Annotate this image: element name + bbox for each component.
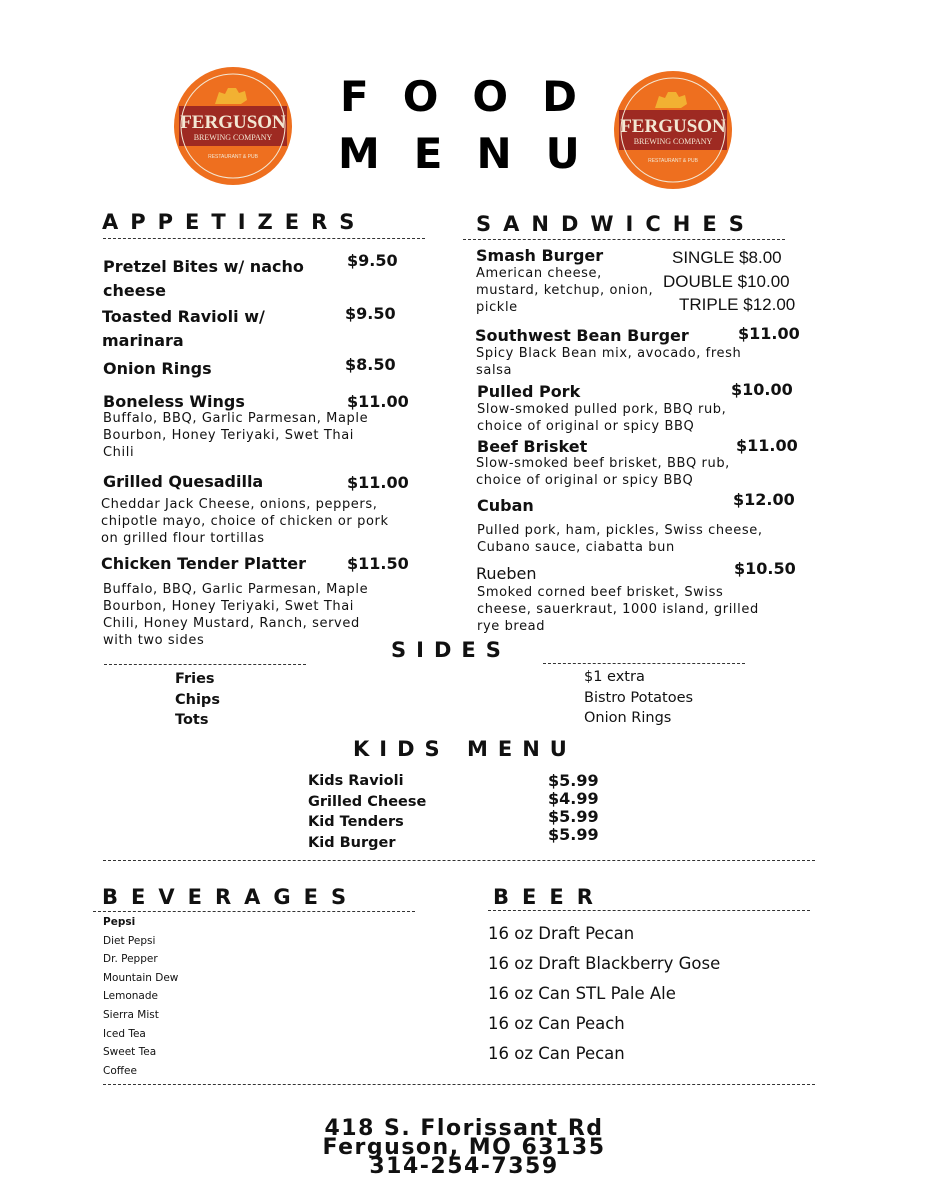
beverage-item: Iced Tea [103, 1027, 146, 1040]
beverages-list [103, 913, 178, 1080]
beverage-item: Diet Pepsi [103, 934, 156, 947]
kids-prices [548, 772, 599, 844]
ferguson-logo-right [613, 70, 733, 190]
sides-list [175, 669, 220, 731]
title-food: FOOD [340, 72, 611, 121]
beverages-heading: BEVERAGES [102, 885, 360, 909]
ferguson-logo-left [173, 66, 293, 186]
sandwich-price-single: SINGLE $8.00 [672, 248, 782, 267]
sandwich-price-triple: TRIPLE $12.00 [679, 295, 796, 314]
beer-item: 16 oz Can Pecan [488, 1044, 625, 1063]
logo-tag: RESTAURANT & PUB [208, 154, 258, 160]
side-item: Fries [175, 671, 215, 687]
beverage-item: Coffee [103, 1064, 137, 1077]
appetizer-name: Grilled Quesadilla [103, 472, 264, 491]
sandwich-name: Rueben [476, 564, 537, 583]
sandwich-name: Smash Burger [476, 246, 604, 265]
section-divider-bottom [103, 1084, 815, 1085]
sandwiches-heading: SANDWICHES [476, 212, 756, 236]
sandwich-price-double: DOUBLE $10.00 [663, 272, 790, 291]
appetizer-price: $9.50 [347, 251, 398, 270]
appetizer-price: $11.50 [347, 554, 409, 573]
appetizer-name: Onion Rings [103, 359, 212, 378]
sandwich-price: $11.00 [736, 436, 798, 455]
sandwiches-divider [463, 239, 785, 240]
address-street: 418 S. Florissant Rd [324, 1116, 604, 1141]
sides-extra-label: $1 extra [584, 669, 645, 685]
appetizers-heading: APPETIZERS [102, 210, 367, 234]
appetizer-desc: Buffalo, BBQ, Garlic Parmesan, Maple Bourbon, Honey Teriyaki, Swet Thai Chili, Honey Mustard, Ranch, served with two sides [103, 582, 369, 648]
logo-sub: BREWING COMPANY [633, 137, 713, 146]
beverage-item: Pepsi [103, 916, 136, 928]
sandwich-price: $10.00 [731, 380, 793, 399]
beer-item: 16 oz Draft Blackberry Gose [488, 954, 721, 973]
kid-item-price: $4.99 [548, 789, 599, 808]
kid-item-name: Kid Tenders [308, 814, 404, 830]
sandwich-price: $11.00 [738, 324, 800, 343]
appetizer-name: Toasted Ravioli w/ marinara [102, 307, 265, 350]
side-item: Chips [175, 691, 220, 708]
kid-item-name: Kids Ravioli [308, 773, 404, 789]
address-phone: 314-254-7359 [369, 1154, 559, 1179]
sides-divider-left [104, 664, 306, 665]
sandwich-desc: Pulled pork, ham, pickles, Swiss cheese, Cubano sauce, ciabatta bun [477, 523, 763, 555]
kid-item-price: $5.99 [548, 807, 599, 826]
kid-item-name: Kid Burger [308, 834, 396, 851]
kids-heading: KIDS MENU [353, 737, 577, 761]
beverage-item: Mountain Dew [103, 971, 179, 984]
sandwich-name: Southwest Bean Burger [475, 326, 689, 345]
beer-divider [488, 910, 810, 911]
appetizer-desc: Buffalo, BBQ, Garlic Parmesan, Maple Bourbon, Honey Teriyaki, Swet Thai Chili [103, 411, 369, 460]
title-menu: MENU [338, 129, 614, 178]
sandwich-name: Pulled Pork [477, 382, 581, 401]
beer-list [488, 919, 720, 1069]
sandwich-name: Cuban [477, 496, 534, 515]
kid-item-price: $5.99 [548, 825, 599, 844]
sides-divider-right [543, 663, 745, 664]
beverage-item: Dr. Pepper [103, 953, 158, 966]
sandwich-name: Beef Brisket [477, 437, 588, 456]
logo-sub: BREWING COMPANY [193, 133, 273, 142]
appetizer-price: $9.50 [345, 304, 396, 323]
beverage-item: Lemonade [103, 990, 158, 1003]
beer-heading: BEER [493, 885, 606, 909]
logo-tag: RESTAURANT & PUB [648, 158, 698, 164]
sandwich-desc: Slow-smoked pulled pork, BBQ rub, choice of original or spicy BBQ [477, 402, 727, 434]
sandwich-desc: Smoked corned beef brisket, Swiss cheese, sauerkraut, 1000 island, grilled rye bread [477, 585, 759, 634]
logo-brand: FERGUSON [620, 116, 726, 137]
kid-item-name: Grilled Cheese [308, 793, 427, 810]
appetizer-price: $8.50 [345, 355, 396, 374]
beer-item: 16 oz Draft Pecan [488, 924, 635, 943]
address-city: Ferguson, MO 63135 [322, 1135, 606, 1160]
side-extra-item: Bistro Potatoes [584, 689, 694, 706]
appetizer-price: $11.00 [347, 392, 409, 411]
sides-heading: SIDES [391, 638, 511, 662]
appetizer-name: Boneless Wings [103, 392, 245, 411]
sandwich-desc: Spicy Black Bean mix, avocado, fresh salsa [476, 346, 742, 378]
kids-list [308, 771, 426, 853]
beer-item: 16 oz Can STL Pale Ale [488, 984, 676, 1003]
appetizer-desc: Cheddar Jack Cheese, onions, peppers, chipotle mayo, choice of chicken or pork on grilled flour tortillas [101, 497, 389, 546]
appetizer-name: Chicken Tender Platter [101, 554, 306, 573]
sides-extra-list [584, 667, 693, 729]
side-extra-item: Onion Rings [584, 710, 672, 726]
kid-item-price: $5.99 [548, 771, 599, 790]
beverage-item: Sierra Mist [103, 1008, 159, 1021]
sandwich-desc: American cheese, mustard, ketchup, onion, pickle [476, 266, 654, 315]
section-divider-top [103, 860, 815, 861]
logo-brand: FERGUSON [180, 112, 286, 133]
appetizer-price: $11.00 [347, 473, 409, 492]
sandwich-price: $10.50 [734, 559, 796, 578]
sandwich-desc: Slow-smoked beef brisket, BBQ rub, choice of original or spicy BBQ [476, 456, 730, 488]
sandwich-price: $12.00 [733, 490, 795, 509]
beverages-divider [93, 911, 415, 912]
appetizers-divider [103, 238, 425, 239]
beer-item: 16 oz Can Peach [488, 1014, 625, 1033]
appetizer-name: Pretzel Bites w/ nacho cheese [103, 257, 304, 300]
side-item: Tots [175, 712, 209, 728]
beverage-item: Sweet Tea [103, 1046, 157, 1059]
